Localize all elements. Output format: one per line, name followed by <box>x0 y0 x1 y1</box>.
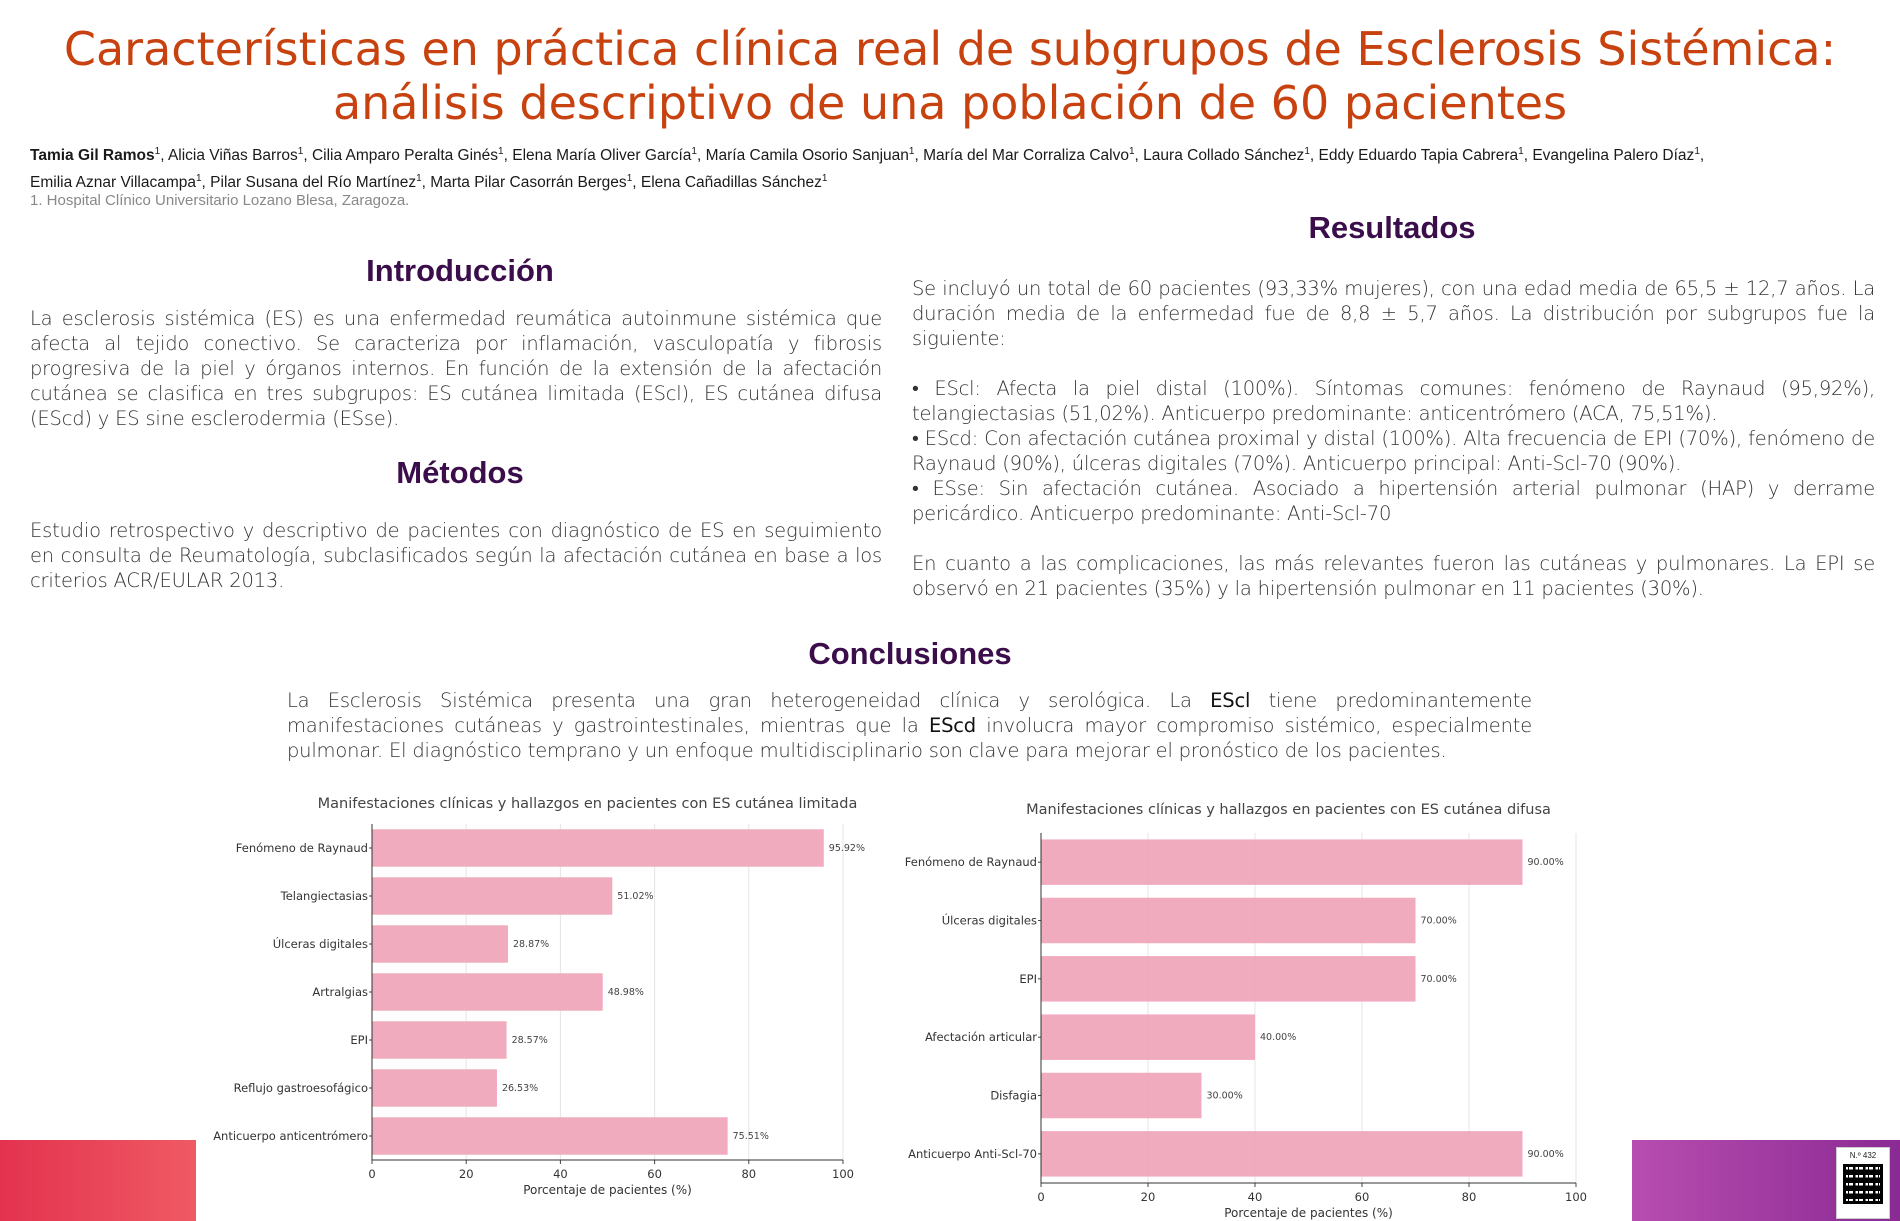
conclusions-heading: Conclusiones <box>808 636 1012 671</box>
data-label: 30.00% <box>1206 1090 1243 1102</box>
author-name: Alicia Viñas Barros <box>167 147 298 165</box>
bar <box>372 1069 497 1106</box>
bar <box>372 973 603 1010</box>
x-tick-label: 80 <box>741 1167 757 1181</box>
category-label: Úlceras digitales <box>941 913 1037 928</box>
data-label: 75.51% <box>732 1131 769 1142</box>
results-paragraph-1: Se incluyó un total de 60 pacientes (93,33% mujeres), con una edad media de 65,5 ± 12,7 años. La duración media de la enfermedad fue de 8,8 ± 5,7 años. La distribución por subgrupos fue la siguiente: <box>912 277 1875 350</box>
author-name: Marta Pilar Casorrán Berges <box>430 174 627 192</box>
conclusions-text: La Esclerosis Sistémica presenta una gran heterogeneidad clínica y serológica. La EScl tiene predominantemente manifestaciones cutáneas y gastrointestinales, mientras que la EScd involucra mayor compromiso sistémico, especialmente pulmonar. El diagnóstico temprano y un enfoque multidisciplinario son clave para mejorar el pronóstico de los pacientes. <box>287 689 1532 762</box>
x-tick-label: 100 <box>1565 1190 1587 1204</box>
results-bullet-escd: • EScd: Con afectación cutánea proximal y distal (100%). Alta frecuencia de EPI (70%), fenómeno de Raynaud (90%), úlceras digitales (70%). Anticuerpo principal: Anti-Scl-70 (90%). <box>912 427 1875 475</box>
x-axis-label: Porcentaje de pacientes (%) <box>1224 1206 1393 1220</box>
data-label: 51.02% <box>617 891 654 902</box>
bar <box>372 829 824 866</box>
category-label: Telangiectasias <box>280 889 368 903</box>
methods-heading: Métodos <box>396 455 524 490</box>
bar <box>1041 1073 1202 1119</box>
x-tick-label: 40 <box>1247 1190 1263 1204</box>
data-label: 70.00% <box>1420 973 1457 985</box>
bar <box>372 1021 507 1058</box>
category-label: Artralgias <box>312 985 368 999</box>
data-label: 90.00% <box>1527 857 1564 869</box>
x-tick-label: 20 <box>458 1167 474 1181</box>
author-line-1: Tamia Gil Ramos$^1$, Alicia Viñas Barros$^1$, Cilia Amparo Peralta Ginés$^1$, Elena María Oliver García$^1$, María Camila Osorio Sanjuan$^1$, María del Mar Corraliza Calvo$^1$, Laura Collado Sánchez$^1$, Eddy Eduardo Tapia Cabrera$^1$, Evangelina Palero Díaz$^1$, <box>30 146 1705 165</box>
poster-title: Características en práctica clínica real de subgrupos de Esclerosis Sistémica: análisis descriptivo de una población de 60 pacientes <box>63 22 1837 130</box>
bar <box>1041 1014 1255 1060</box>
category-label: EPI <box>350 1033 368 1047</box>
author-name: María Camila Osorio Sanjuan <box>705 147 909 165</box>
bar <box>372 877 612 914</box>
author-name: Pilar Susana del Río Martínez <box>210 174 417 192</box>
author-list <box>30 140 1880 194</box>
qr-code-icon <box>1843 1164 1883 1204</box>
data-label: 26.53% <box>501 1083 539 1094</box>
affiliation: 1. Hospital Clínico Universitario Lozano Blesa, Zaragoza. <box>30 192 410 209</box>
author-line-2: Emilia Aznar Villacampa$^1$, Pilar Susana del Río Martínez$^1$, Marta Pilar Casorrán Berges$^1$, Elena Cañadillas Sánchez$^1$ <box>30 173 828 192</box>
results-bullet-esse: • ESse: Sin afectación cutánea. Asociado a hipertensión arterial pulmonar (HAP) y derrame pericárdico. Anticuerpo predominante: Anti-Scl-70 <box>912 477 1875 525</box>
author-name: Evangelina Palero Díaz <box>1532 147 1695 165</box>
qr-code[interactable] <box>1836 1147 1890 1219</box>
category-label: Fenómeno de Raynaud <box>235 841 368 855</box>
bar <box>372 1117 728 1154</box>
results-heading: Resultados <box>1308 210 1476 245</box>
category-label: EPI <box>1019 971 1037 986</box>
keyword-escl: EScl <box>1210 689 1251 712</box>
x-tick-label: 40 <box>553 1167 568 1181</box>
data-label: 90.00% <box>1527 1148 1564 1160</box>
bar <box>1041 898 1416 944</box>
category-label: Afectación articular <box>924 1030 1037 1045</box>
data-label: 48.98% <box>607 987 644 998</box>
bar <box>1041 839 1523 885</box>
results-paragraph-2: En cuanto a las complicaciones, las más relevantes fueron las cutáneas y pulmonares. La EPI se observó en 21 pacientes (35%) y la hipertensión pulmonar en 11 pacientes (30%). <box>912 552 1875 600</box>
keyword-escd: EScd <box>928 714 976 737</box>
data-label: 28.87% <box>512 939 550 950</box>
intro-text: La esclerosis sistémica (ES) es una enfermedad reumática autoinmune sistémica que afecta al tejido conectivo. Se caracteriza por inflamación, vasculopatía y fibrosis progresiva de la piel y órganos internos. En función de la extensión de la afectación cutánea se clasifica en tres subgrupos: ES cutánea limitada (EScl), ES cutánea difusa (EScd) y ES sine esclerodermia (ESse). <box>30 307 882 430</box>
data-label: 70.00% <box>1420 915 1457 927</box>
author-name: María del Mar Corraliza Calvo <box>923 147 1129 165</box>
author-name: Cilia Amparo Peralta Ginés <box>311 147 499 165</box>
x-tick-label: 0 <box>368 1167 376 1181</box>
methods-text: Estudio retrospectivo y descriptivo de pacientes con diagnóstico de ES en seguimiento en consulta de Reumatología, subclasificados según la afectación cutánea en base a los criterios ACR/EULAR 2013. <box>30 519 882 592</box>
category-label: Reflujo gastroesofágico <box>233 1081 368 1095</box>
bar <box>372 925 508 962</box>
qr-label: N.º 432 <box>1849 1151 1877 1160</box>
chart-title: Manifestaciones clínicas y hallazgos en pacientes con ES cutánea difusa <box>1026 802 1551 818</box>
chart-es-cutanea-difusa <box>895 790 1635 1221</box>
author-name: Elena Cañadillas Sánchez <box>640 174 822 192</box>
first-author: Tamia Gil Ramos <box>30 147 155 165</box>
category-label: Disfagia <box>990 1088 1037 1103</box>
category-label: Úlceras digitales <box>272 937 368 951</box>
data-label: 28.57% <box>511 1035 548 1046</box>
x-tick-label: 60 <box>1354 1190 1370 1204</box>
category-label: Anticuerpo Anti-Scl-70 <box>908 1146 1037 1161</box>
results-text <box>912 276 1875 601</box>
x-tick-label: 0 <box>1037 1190 1045 1204</box>
chart-es-cutanea-limitada <box>210 788 890 1213</box>
intro-heading: Introducción <box>366 253 554 288</box>
corner-decoration-red <box>0 1140 196 1221</box>
data-label: 95.92% <box>828 843 866 854</box>
x-tick-label: 80 <box>1461 1190 1477 1204</box>
x-tick-label: 60 <box>647 1167 662 1181</box>
bar <box>1041 1131 1523 1177</box>
data-label: 40.00% <box>1260 1032 1297 1044</box>
x-tick-label: 20 <box>1140 1190 1156 1204</box>
author-name: Emilia Aznar Villacampa <box>30 174 196 192</box>
chart-title: Manifestaciones clínicas y hallazgos en pacientes con ES cutánea limitada <box>317 796 858 812</box>
author-name: Laura Collado Sánchez <box>1143 147 1305 165</box>
bar <box>1041 956 1416 1002</box>
x-tick-label: 100 <box>832 1167 854 1181</box>
author-name: Eddy Eduardo Tapia Cabrera <box>1318 147 1519 165</box>
author-name: Elena María Oliver García <box>512 147 692 165</box>
category-label: Anticuerpo anticentrómero <box>213 1129 368 1143</box>
results-bullet-escl: • EScl: Afecta la piel distal (100%). Síntomas comunes: fenómeno de Raynaud (95,92%), telangiectasias (51,02%). Anticuerpo predominante: anticentrómero (ACA, 75,51%). <box>912 377 1875 425</box>
x-axis-label: Porcentaje de pacientes (%) <box>523 1183 692 1197</box>
category-label: Fenómeno de Raynaud <box>904 855 1037 870</box>
